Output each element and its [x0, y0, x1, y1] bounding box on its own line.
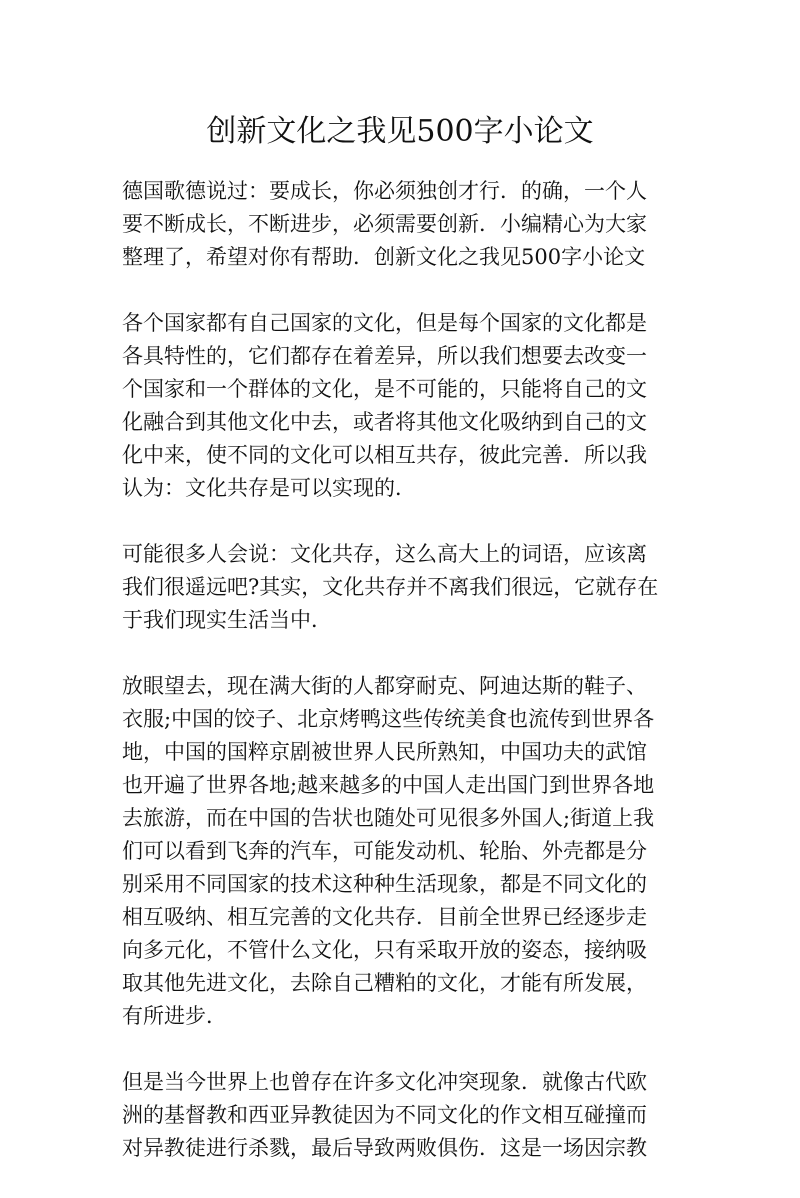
text-line: 于我们现实生活当中．	[122, 608, 332, 632]
text-line: 地，中国的国粹京剧被世界人民所熟知，中国功夫的武馆	[122, 740, 647, 764]
text-line: 可能很多人会说：文化共存，这么高大上的词语，应该离	[122, 542, 647, 566]
text-line: 洲的基督教和西亚异教徒因为不同文化的作文相互碰撞而	[122, 1103, 647, 1127]
text-line: 要不断成长，不断进步，必须需要创新．小编精心为大家	[122, 212, 647, 236]
paragraph	[122, 307, 667, 505]
document-body	[122, 175, 667, 1198]
text-line: 化融合到其他文化中去，或者将其他文化吸纳到自己的文	[122, 410, 647, 434]
text-line: 们可以看到飞奔的汽车，可能发动机、轮胎、外壳都是分	[122, 839, 647, 863]
text-line: 个国家和一个群体的文化，是不可能的，只能将自己的文	[122, 377, 647, 401]
paragraph	[122, 1066, 667, 1165]
text-line: 化中来，使不同的文化可以相互共存，彼此完善．所以我	[122, 443, 647, 467]
paragraph	[122, 538, 667, 637]
text-line: 相互吸纳、相互完善的文化共存．目前全世界已经逐步走	[122, 905, 647, 929]
document-title: 创新文化之我见500字小论文	[206, 114, 594, 149]
text-line: 有所进步．	[122, 1004, 227, 1028]
text-line: 各个国家都有自己国家的文化，但是每个国家的文化都是	[122, 311, 647, 335]
text-line: 我们很遥远吧?其实，文化共存并不离我们很远，它就存在	[122, 575, 659, 599]
text-line: 别采用不同国家的技术这种种生活现象，都是不同文化的	[122, 872, 647, 896]
text-line: 各具特性的，它们都存在着差异，所以我们想要去改变一	[122, 344, 647, 368]
text-line: 取其他先进文化，去除自己糟粕的文化，才能有所发展，	[122, 971, 647, 995]
text-line: 去旅游，而在中国的告状也随处可见很多外国人;街道上我	[122, 806, 655, 830]
text-line: 也开遍了世界各地;越来越多的中国人走出国门到世界各地	[122, 773, 655, 797]
text-line: 向多元化，不管什么文化，只有采取开放的姿态，接纳吸	[122, 938, 647, 962]
text-line: 但是当今世界上也曾存在许多文化冲突现象．就像古代欧	[122, 1070, 647, 1094]
text-line: 德国歌德说过：要成长，你必须独创才行．的确，一个人	[122, 179, 647, 203]
text-line: 衣服;中国的饺子、北京烤鸭这些传统美食也流传到世界各	[122, 707, 655, 731]
text-line: 对异教徒进行杀戮，最后导致两败俱伤．这是一场因宗教	[122, 1136, 647, 1160]
paragraph	[122, 175, 667, 274]
text-line: 整理了，希望对你有帮助．创新文化之我见500字小论文	[122, 245, 646, 269]
paragraph	[122, 670, 667, 1033]
text-line: 认为：文化共存是可以实现的．	[122, 476, 416, 500]
text-line: 放眼望去，现在满大街的人都穿耐克、阿迪达斯的鞋子、	[122, 674, 647, 698]
